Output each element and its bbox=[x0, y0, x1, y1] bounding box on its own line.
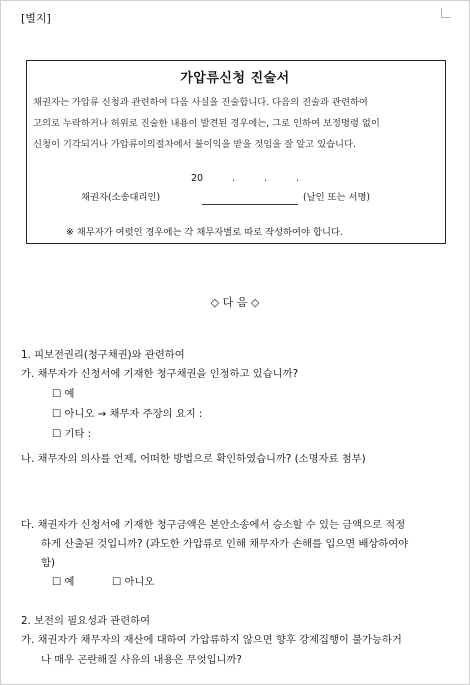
section1-question-da-line-3: 함) bbox=[41, 557, 55, 569]
checkbox-yes[interactable]: ☐ 예 bbox=[52, 388, 75, 400]
date-field[interactable]: 20 . . . bbox=[191, 173, 300, 184]
statement-paragraph-line-3: 신청이 기각되거나 가압류이의절차에서 불이익을 받을 것임을 잘 알고 있습니다. bbox=[33, 139, 356, 150]
section1-question-da-line-2: 하게 산출된 것입니까? (과도한 가압류로 인해 채무자가 손해를 입으면 배상하여야 bbox=[41, 538, 409, 550]
statement-box bbox=[26, 60, 446, 244]
section2-title: 2. 보전의 필요성과 관련하여 bbox=[21, 615, 151, 627]
section1-question-ga: 가. 채무자가 신청서에 기재한 청구채권을 인정하고 있습니까? bbox=[21, 368, 299, 380]
statement-note: ※ 채무자가 여럿인 경우에는 각 채무자별로 따로 작성하여야 합니다. bbox=[66, 227, 343, 238]
signature-line[interactable] bbox=[202, 204, 298, 205]
checkbox-da-yes[interactable]: ☐ 예 bbox=[52, 576, 75, 588]
section1-title: 1. 피보전권리(청구채권)와 관련하여 bbox=[21, 349, 185, 361]
signature-note: (날인 또는 서명) bbox=[303, 192, 371, 203]
statement-title: 가압류신청 진술서 bbox=[180, 71, 290, 86]
statement-paragraph-line-2: 고의로 누락하거나 허위로 진술한 내용이 발견된 경우에는, 그로 인하여 보정명령 없이 bbox=[33, 118, 380, 129]
section1-question-na: 나. 채무자의 의사를 언제, 어떠한 방법으로 확인하였습니까? (소명자료 첨부) bbox=[21, 453, 366, 465]
statement-paragraph-line-1: 채권자는 가압류 신청과 관련하여 다음 사실을 진술합니다. 다음의 진술과 관련하여 bbox=[33, 97, 368, 108]
section-heading: ◇ 다 음 ◇ bbox=[210, 296, 260, 309]
signer-label: 채권자(소송대리인) bbox=[81, 192, 161, 203]
attachment-label: [별지] bbox=[21, 12, 51, 25]
section1-question-da-line-1: 다. 채권자가 신청서에 기재한 청구금액은 본안소송에서 승소할 수 있는 금액으로 적정 bbox=[21, 519, 406, 531]
checkbox-da-no[interactable]: ☐ 아니오 bbox=[112, 576, 155, 588]
section2-question-ga-line-2: 나 매우 곤란해질 사유의 내용은 무엇입니까? bbox=[41, 654, 242, 666]
checkbox-no-with-claim[interactable]: ☐ 아니오 → 채무자 주장의 요지 : bbox=[52, 408, 203, 420]
checkbox-etc[interactable]: ☐ 기타 : bbox=[52, 428, 92, 440]
section2-question-ga-line-1: 가. 채권자가 채무자의 재산에 대하여 가압류하지 않으면 향후 강제집행이 불가능하거 bbox=[21, 634, 402, 646]
page-corner-mark bbox=[441, 8, 451, 18]
